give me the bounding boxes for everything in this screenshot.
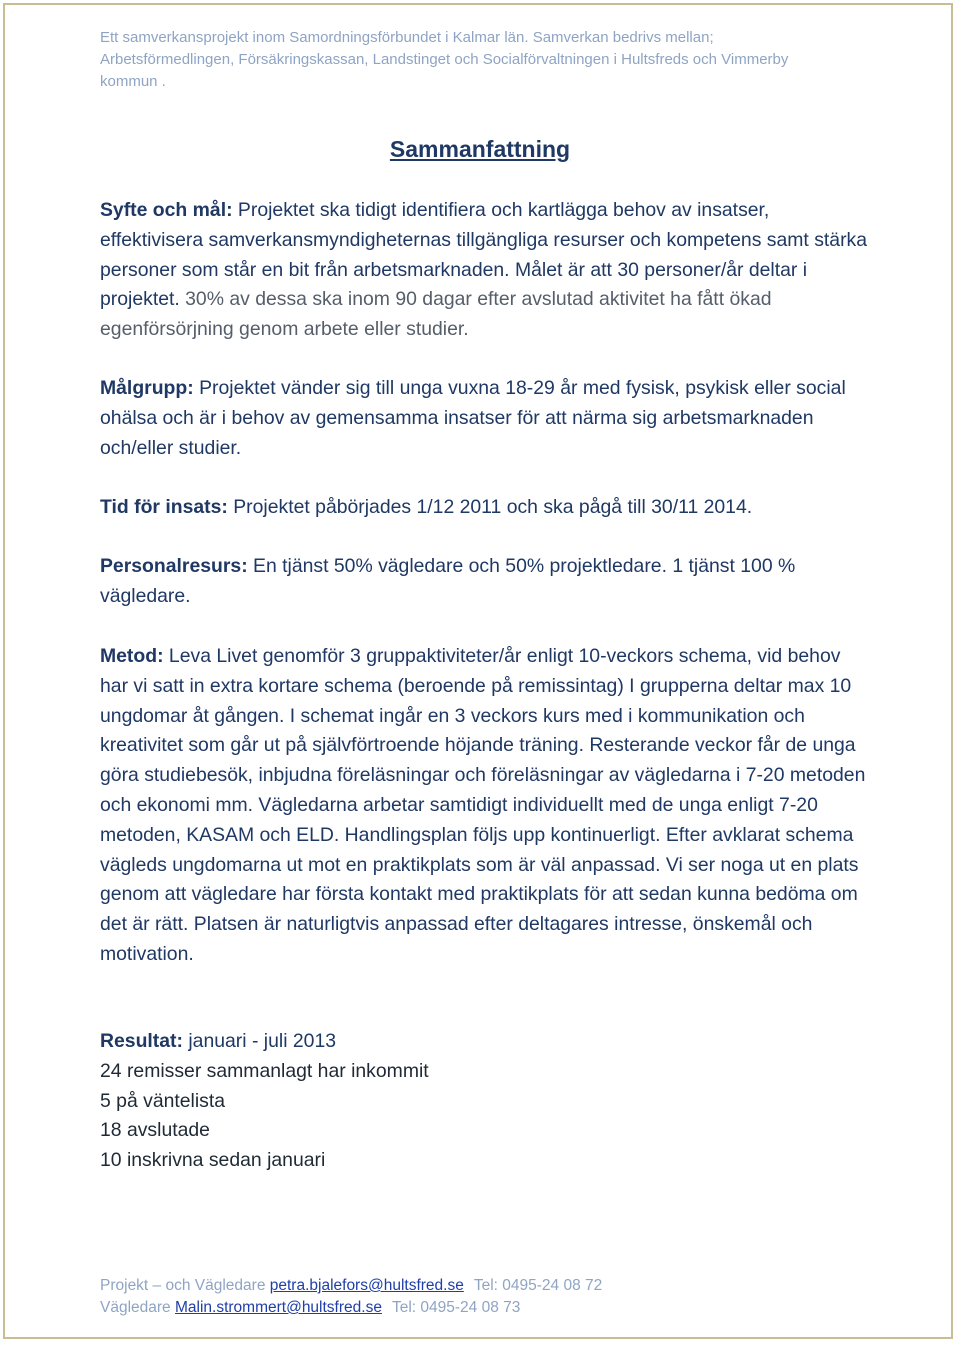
contact-2-role: Vägledare <box>100 1299 175 1316</box>
tid-paragraph <box>100 493 870 523</box>
metod-paragraph <box>100 642 870 970</box>
header-line-3: kommun . <box>100 73 166 90</box>
syfte-text-2: 30% av dessa ska inom 90 dagar efter avslutad aktivitet ha fått ökad egenförsörjning genom arbete eller studier. <box>100 288 772 341</box>
header-line-1: Ett samverkansprojekt inom Samordningsförbundet i Kalmar län. Samverkan bedrivs mellan; <box>100 29 714 46</box>
metod-text: Leva Livet genomför 3 gruppaktiviteter/år enligt 10-veckors schema, vid behov har vi satt in extra kortare schema (beroende på remissintag) I grupperna deltar max 10 ungdomar åt gången. I schemat ingår en 3 veckors kurs med i kommunikation och kreativitet som går ut på självförtroende höjande träning. Resterande veckor får de unga göra studiebesök, inbjudna föreläsningar och föreläsningar av vägledarna i 7-20 metoden och ekonomi mm. Vägledarna arbetar samtidigt individuellt med de unga enligt 7-20 metoden, KASAM och ELD. Handlingsplan följs upp kontinuerligt. Efter avklarat schema vägleds ungdomarna ut mot en praktikplats som är väl anpassad. Vi ser noga ut en plats genom att vägledare har första kontakt med praktikplats för att sedan kunna bedöma om det är rätt. Platsen är naturligtvis anpassad efter deltagares intresse, önskemål och motivation. <box>100 645 866 965</box>
section-syfte <box>100 196 870 345</box>
personal-label: Personalresurs: <box>100 555 248 577</box>
resultat-label: Resultat: <box>100 1030 183 1052</box>
footer-contact-2 <box>100 1297 860 1319</box>
contact-1-phone: Tel: 0495-24 08 72 <box>473 1277 603 1294</box>
personal-paragraph <box>100 552 870 612</box>
tid-text: Projektet påbörjades 1/12 2011 och ska pågå till 30/11 2014. <box>227 496 753 518</box>
syfte-paragraph <box>100 196 870 345</box>
personal-text: En tjänst 50% vägledare och 50% projektledare. 1 tjänst 100 % vägledare. <box>100 555 796 607</box>
resultat-heading <box>100 1027 870 1057</box>
section-resultat <box>100 1027 870 1176</box>
resultat-line-4: 10 inskrivna sedan januari <box>100 1149 326 1172</box>
metod-label: Metod: <box>100 645 164 667</box>
document-footer <box>100 1275 860 1319</box>
contact-2-email-link[interactable]: Malin.strommert@hultsfred.se <box>174 1299 382 1316</box>
tid-label: Tid för insats: <box>100 496 228 518</box>
document-header <box>100 27 860 93</box>
malgrupp-label: Målgrupp: <box>100 377 194 399</box>
section-metod <box>100 642 870 970</box>
contact-1-role: Projekt – och Vägledare <box>100 1277 270 1294</box>
section-personal <box>100 552 870 612</box>
section-tid <box>100 493 870 523</box>
resultat-line-2: 5 på väntelista <box>100 1089 226 1112</box>
malgrupp-text: Projektet vänder sig till unga vuxna 18-29 år med fysisk, psykisk eller social ohälsa och är i behov av gemensamma insatser för att närma sig arbetsmarknaden och/eller studier. <box>100 377 846 459</box>
malgrupp-paragraph <box>100 374 870 463</box>
contact-1-email-link[interactable]: petra.bjalefors@hultsfred.se <box>269 1277 464 1294</box>
section-malgrupp <box>100 374 870 463</box>
resultat-line-3: 18 avslutade <box>100 1119 210 1142</box>
resultat-period: januari - juli 2013 <box>182 1030 337 1052</box>
syfte-text-1: Projektet ska tidigt identifiera och kartlägga behov av insatser, effektivisera samverkansmyndigheternas tillgängliga resurser och kompetens samt stärka personer som står en bit från arbetsmarknaden. Målet är att 30 personer/år deltar i projektet. <box>100 199 867 311</box>
header-line-2: Arbetsförmedlingen, Försäkringskassan, Landstinget och Socialförvaltningen i Hultsfreds och Vimmerby <box>100 51 789 68</box>
resultat-line-1: 24 remisser sammanlagt har inkommit <box>100 1059 429 1082</box>
page-title: Sammanfattning <box>389 136 571 162</box>
contact-2-phone: Tel: 0495-24 08 73 <box>391 1299 521 1316</box>
syfte-label: Syfte och mål: <box>100 199 233 221</box>
footer-contact-1 <box>100 1275 860 1297</box>
